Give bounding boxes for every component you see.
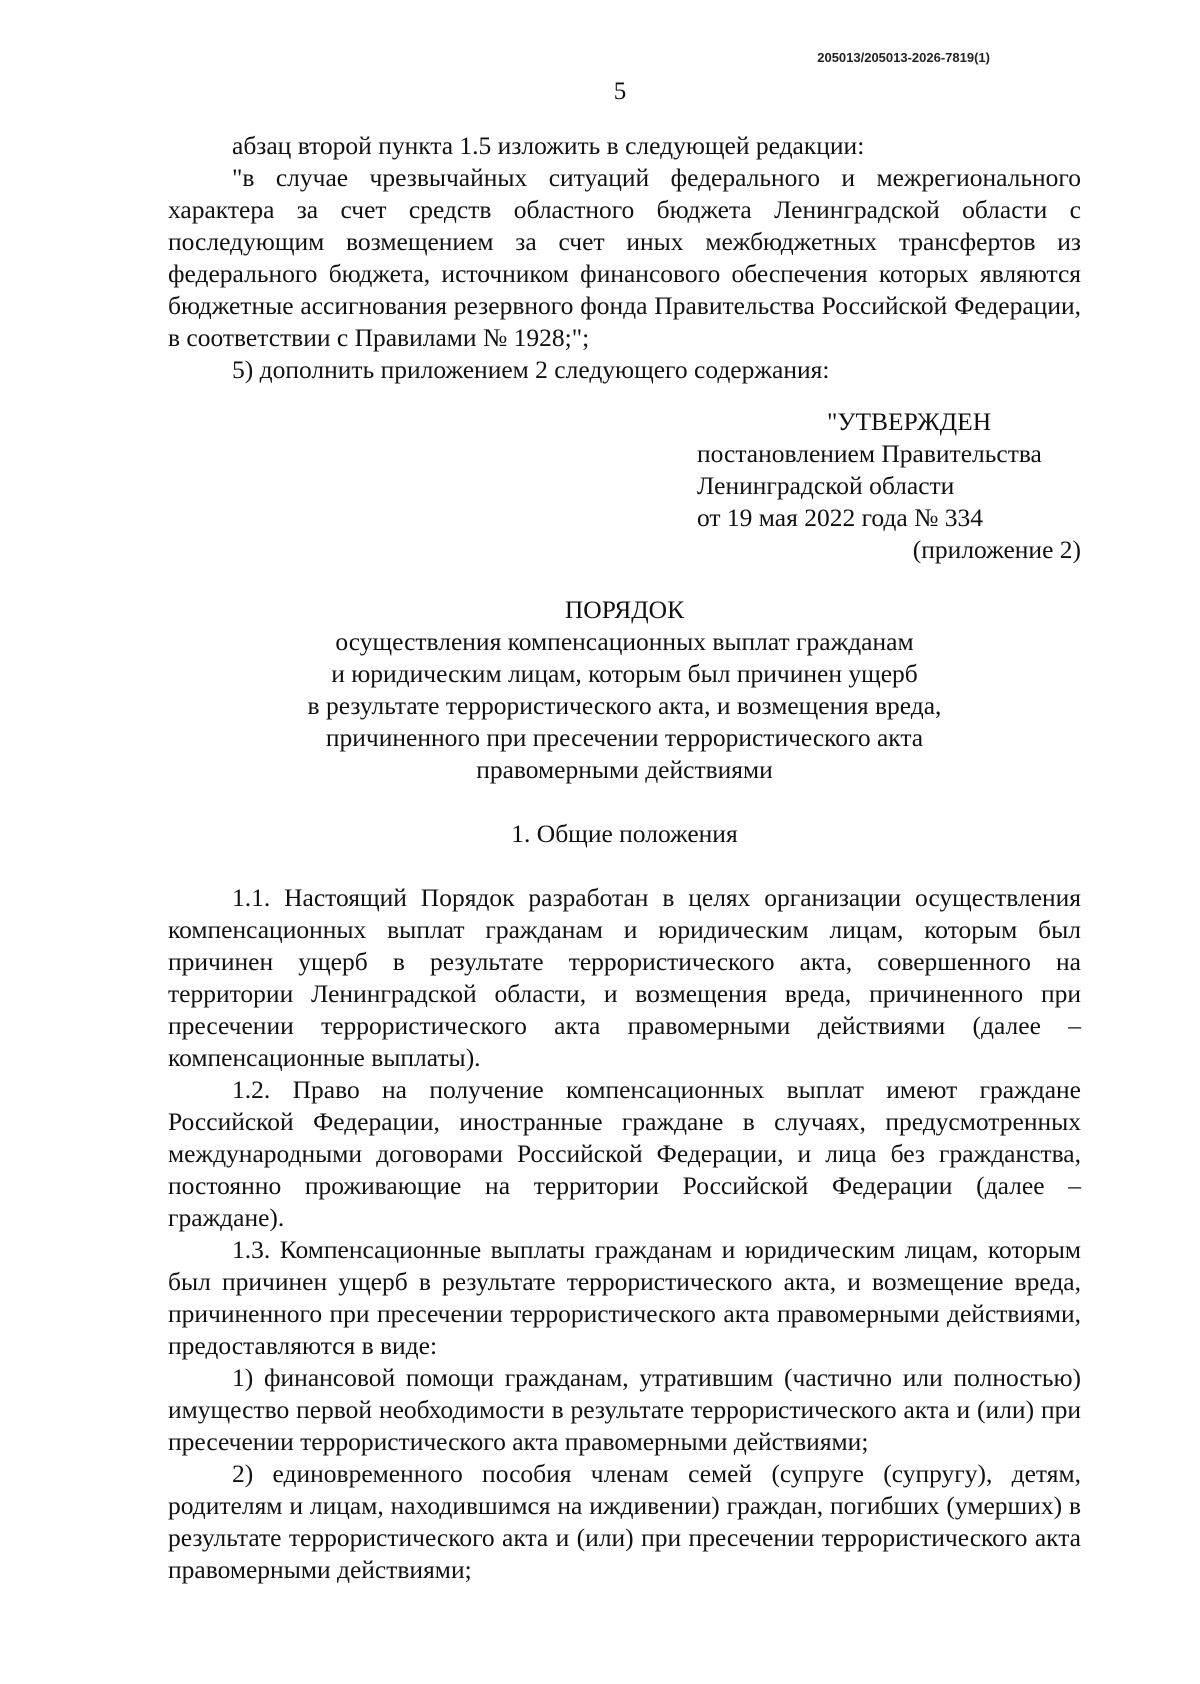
- document-title: [168, 594, 1081, 786]
- approval-stamp-block: [697, 406, 1081, 566]
- page-number: 5: [613, 78, 627, 105]
- intro-paragraph-3: 5) дополнить приложением 2 следующего содержания:: [232, 355, 830, 384]
- approval-line-region: Ленинградской области: [697, 471, 955, 500]
- body-paragraph-item-2: 2) единовременного пособия членам семей (супруге (супругу), детям, родителям и лицам, находившимся на иждивении) граждан, погибших (умерших) в результате террористического акта и (или) при пресечении террористического акта правомерными действиями;: [168, 1459, 1081, 1584]
- body-paragraph-item-1: 1) финансовой помощи гражданам, утратившим (частично или полностью) имущество первой необходимости в результате террористического акта и (или) при пресечении террористического акта правомерными действиями;: [168, 1363, 1081, 1456]
- body-paragraph-1-3: 1.3. Компенсационные выплаты гражданам и юридическим лицам, которым был причинен ущерб в результате террористического акта, и возмещение вреда, причиненного при пресечении террористического акта правомерными действиями, предоставляются в виде:: [168, 1235, 1081, 1360]
- title-subline: осуществления компенсационных выплат гражданам: [335, 627, 914, 656]
- approval-line-resolution: постановлением Правительства: [697, 439, 1042, 468]
- title-subline: правомерными действиями: [476, 755, 773, 784]
- approval-line-date: от 19 мая 2022 года № 334: [697, 503, 984, 532]
- intro-paragraph-1: абзац второй пункта 1.5 изложить в следующей редакции:: [232, 131, 865, 160]
- document-body: [168, 130, 1081, 1586]
- body-paragraph-1-1: 1.1. Настоящий Порядок разработан в целях организации осуществления компенсационных выплат гражданам и юридическим лицам, которым был причинен ущерб в результате террористического акта, совершенного на территории Ленинградской области, и возмещения вреда, причиненного при пресечении террористического акта правомерными действиями (далее – компенсационные выплаты).: [168, 883, 1081, 1072]
- approval-line-appendix: (приложение 2): [912, 535, 1081, 564]
- title-main: ПОРЯДОК: [564, 595, 685, 624]
- body-paragraph-1-2: 1.2. Право на получение компенсационных выплат имеют граждане Российской Федерации, иностранные граждане в случаях, предусмотренных международными договорами Российской Федерации, и лица без гражданства, постоянно проживающие на территории Российской Федерации (далее – граждане).: [168, 1075, 1081, 1232]
- approval-line-approved: "УТВЕРЖДЕН: [827, 407, 992, 436]
- title-subline: в результате террористического акта, и возмещения вреда,: [307, 691, 942, 720]
- title-subline: причиненного при пресечении террористического акта: [325, 723, 924, 752]
- intro-paragraph-2: "в случае чрезвычайных ситуаций федерального и межрегионального характера за счет средств областного бюджета Ленинградской области с последующим возмещением за счет иных межбюджетных трансфертов из федерального бюджета, источником финансового обеспечения которых являются бюджетные ассигнования резервного фонда Правительства Российской Федерации, в соответствии с Правилами № 1928;";: [168, 163, 1081, 352]
- document-id: 205013/205013-2026-7819(1): [817, 50, 990, 65]
- title-subline: и юридическим лицам, которым был причинен ущерб: [331, 659, 918, 688]
- section-heading: 1. Общие положения: [511, 819, 738, 848]
